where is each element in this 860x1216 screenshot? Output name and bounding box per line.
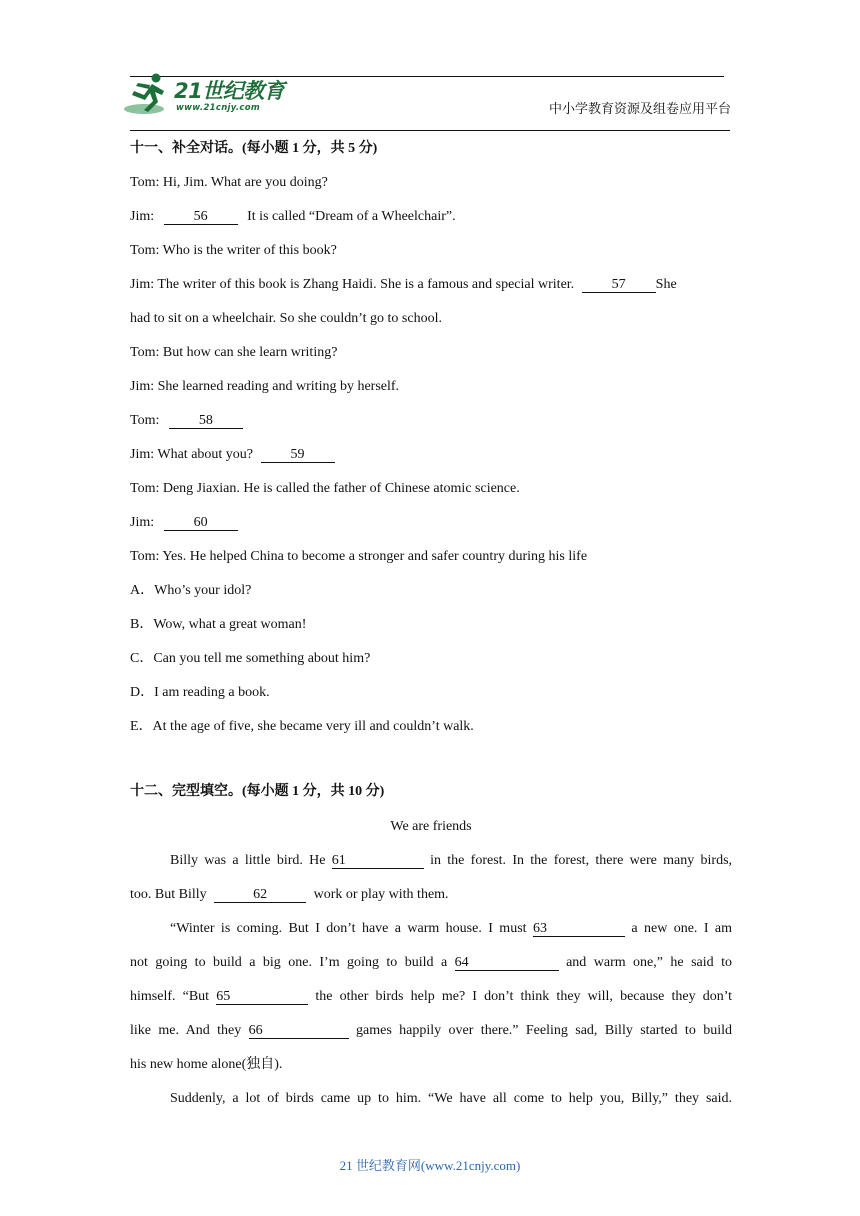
passage-line: his new home alone(独自). — [130, 1057, 283, 1072]
logo-url: www.21cnjy.com — [176, 103, 260, 113]
passage-line: too. But Billy 62 work or play with them. — [130, 887, 449, 902]
dialogue-line: Tom: Deng Jiaxian. He is called the father of Chinese atomic science. — [130, 481, 520, 496]
blank-56[interactable]: 56 — [164, 209, 238, 225]
passage-line: “Winter is coming. But I don’t have a warm house. I must 63 a new one. I am — [170, 921, 732, 936]
passage-line: not going to build a big one. I’m going to build a 64 and warm one,” he said to — [130, 955, 732, 970]
dialogue-line: Jim: The writer of this book is Zhang Haidi. She is a famous and special writer. 57 She — [130, 277, 677, 292]
blank-66[interactable]: 66 — [249, 1023, 349, 1039]
passage-title: We are friends — [390, 819, 472, 834]
site-tagline: 中小学教育资源及组卷应用平台 — [549, 102, 732, 117]
passage-line: Suddenly, a lot of birds came up to him. “We have all come to help you, Billy,” they said. — [170, 1091, 732, 1106]
header-bottom-rule — [130, 130, 730, 131]
dialogue-line: Tom: 58 — [130, 412, 243, 430]
option-a: A．Who’s your idol? — [130, 583, 252, 598]
footer-link[interactable]: 21 世纪教育网(www.21cnjy.com) — [339, 1158, 521, 1173]
logo-title: 21世纪教育 — [174, 79, 285, 103]
blank-60[interactable]: 60 — [164, 515, 238, 531]
logo — [122, 71, 292, 117]
blank-58[interactable]: 58 — [169, 413, 243, 429]
blank-61[interactable]: 61 — [332, 853, 424, 869]
dialogue-line: Tom: Yes. He helped China to become a stronger and safer country during his life — [130, 549, 588, 564]
dialogue-line: Jim: She learned reading and writing by herself. — [130, 379, 400, 394]
blank-64[interactable]: 64 — [455, 955, 559, 971]
dialogue-line: Jim: 60 — [130, 514, 238, 532]
dialogue-line: Tom: Who is the writer of this book? — [130, 243, 337, 258]
blank-59[interactable]: 59 — [261, 447, 335, 463]
blank-63[interactable]: 63 — [533, 921, 625, 937]
dialogue-line: Jim: What about you? 59 — [130, 446, 335, 464]
blank-57[interactable]: 57 — [582, 277, 656, 293]
passage-line: Billy was a little bird. He 61 in the forest. In the forest, there were many birds, — [170, 853, 733, 868]
dialogue-line: had to sit on a wheelchair. So she couldn’t go to school. — [130, 311, 442, 326]
blank-62[interactable]: 62 — [214, 887, 306, 903]
option-e: E．At the age of five, she became very ill and couldn’t walk. — [130, 719, 474, 734]
runner-logo-icon — [122, 71, 174, 117]
option-b: B．Wow, what a great woman! — [130, 617, 307, 632]
passage-line: like me. And they 66 games happily over there.” Feeling sad, Billy started to build — [130, 1023, 732, 1038]
section-12-heading: 十二、完型填空。(每小题 1 分，共 10 分) — [130, 784, 385, 799]
dialogue-line: Tom: But how can she learn writing? — [130, 345, 338, 360]
dialogue-line: Tom: Hi, Jim. What are you doing? — [130, 175, 328, 190]
option-c: C．Can you tell me something about him? — [130, 651, 371, 666]
blank-65[interactable]: 65 — [216, 989, 308, 1005]
dialogue-line: Jim: 56 It is called “Dream of a Wheelchair”. — [130, 209, 456, 224]
section-11-heading: 十一、补全对话。(每小题 1 分，共 5 分) — [130, 141, 378, 156]
passage-line: himself. “But 65 the other birds help me? I don’t think they will, because they don’t — [130, 989, 733, 1004]
option-d: D．I am reading a book. — [130, 685, 270, 700]
